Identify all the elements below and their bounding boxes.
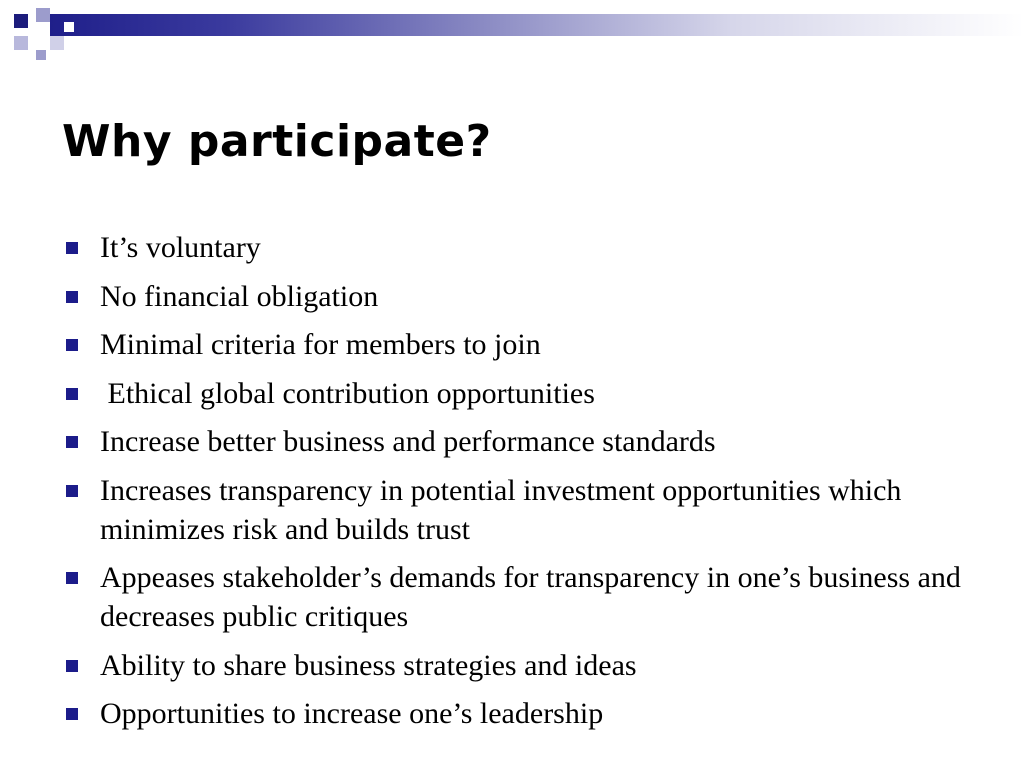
slide-title: Why participate?: [62, 116, 492, 167]
header-decoration: [0, 0, 1024, 70]
decor-square-icon: [50, 36, 64, 50]
bullet-text: Minimal criteria for members to join: [100, 328, 541, 361]
decor-square-icon: [28, 28, 50, 50]
square-bullet-icon: [66, 339, 78, 351]
square-bullet-icon: [66, 572, 78, 584]
square-bullet-icon: [66, 242, 78, 254]
bullet-text: Increase better business and performance standards: [100, 425, 716, 458]
bullet-text: No financial obligation: [100, 279, 379, 313]
square-bullet-icon: [66, 485, 78, 497]
decor-square-icon: [36, 8, 50, 22]
bullet-item: [62, 422, 962, 461]
decor-square-icon: [64, 22, 74, 32]
bullet-item: [62, 558, 969, 636]
bullet-list: [62, 228, 969, 743]
decor-square-icon: [14, 36, 28, 50]
gradient-bar: [50, 14, 1024, 36]
square-bullet-icon: [66, 388, 78, 400]
bullet-text: It’s voluntary: [100, 231, 261, 264]
square-bullet-icon: [66, 291, 78, 303]
bullet-text: Opportunities to increase one’s leadership: [100, 697, 604, 730]
bullet-text: Ability to share business strategies and ideas: [100, 648, 637, 682]
square-bullet-icon: [66, 660, 78, 672]
square-bullet-icon: [66, 708, 78, 720]
bullet-item: [62, 374, 962, 413]
bullet-text: Increases transparency in potential investment opportunities which minimizes risk and builds trust: [100, 473, 909, 546]
square-bullet-icon: [66, 436, 78, 448]
bullet-item: [62, 694, 962, 733]
bullet-item: [62, 325, 962, 364]
bullet-item: [62, 646, 962, 685]
bullet-text: Appeases stakeholder’s demands for transparency in one’s business and decreases public critiques: [100, 561, 969, 633]
decor-square-icon: [36, 50, 46, 60]
bullet-text: Ethical global contribution opportunities: [100, 376, 595, 410]
bullet-item: [62, 471, 962, 549]
bullet-item: [62, 277, 962, 316]
decor-square-icon: [14, 14, 28, 28]
bullet-item: [62, 228, 962, 267]
